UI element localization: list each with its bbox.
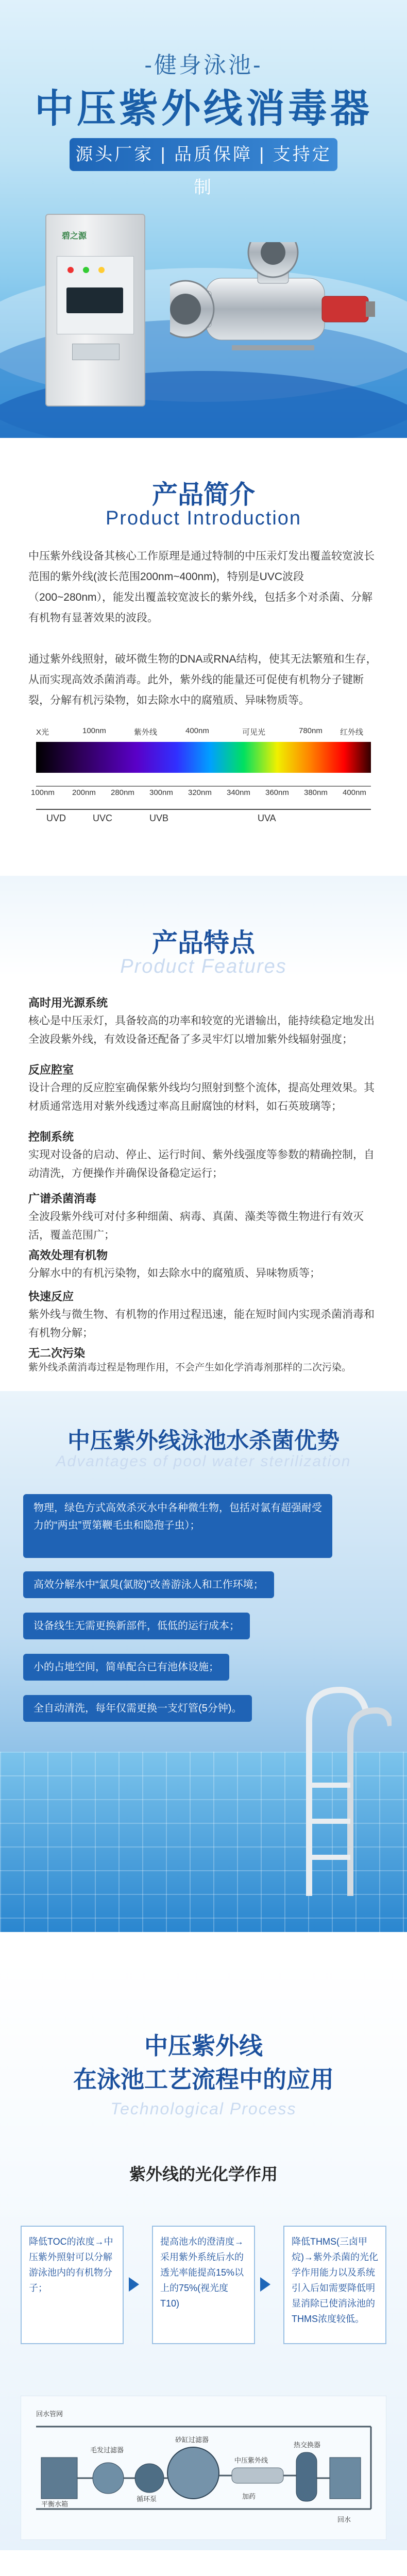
uv-band-label: UVA [258, 813, 276, 823]
uv-band-label: UVD [46, 813, 66, 823]
feature-text: 核心是中压汞灯，具备较高的功率和较宽的光谱输出，能持续稳定地发出全波段紫外线，有效设备还配备了多灵牢灯以增加紫外线辐射强度； [28, 1015, 375, 1045]
band-axis [36, 809, 371, 810]
hero-title: 中压紫外线消毒器 [35, 87, 372, 131]
process-title-line2: 在泳池工艺流程中的应用 [73, 2066, 334, 2093]
features-title-en: Product Features [120, 956, 287, 977]
advantage-item: 全自动清洗，每年仅需更换一支灯管(5分钟)。 [23, 1695, 252, 1722]
advantage-item: 物理，绿色方式高效杀灭水中各种微生物，包括对氯有超强耐受力的“两虫”贾第鞭毛虫和隐孢子虫）； [23, 1494, 332, 1558]
process-step: 降低THMS(三卤甲烷)→紫外杀菌的光化学作用能力以及系统引入后如需要降低明显消除已使消泳池的THMS浓度较低。 [283, 2226, 386, 2344]
indicator-light-icon [67, 267, 74, 273]
wavelength-tick: 100nm [31, 788, 55, 797]
advantages-title-en: Advantages of pool water sterilization [56, 1453, 351, 1470]
feature-text: 实现对设备的启动、停止、运行时间、紫外线强度等参数的精确控制，自动清洗，方便操作并确保设备稳定运行； [28, 1149, 375, 1179]
spectrum-axis [36, 786, 371, 787]
uv-spectrum-diagram [26, 721, 381, 845]
uv-band-label: UVC [93, 813, 113, 823]
pool-ladder-image [289, 1680, 392, 1896]
feature-text: 分解水中的有机污染物，如去除水中的腐殖质、异味物质等； [28, 1267, 320, 1279]
feature-text: 紫外线与微生物、有机物的作用过程迅速，能在短时间内实现杀菌消毒和有机物分解； [28, 1309, 375, 1339]
wavelength-tick: 360nm [265, 788, 289, 797]
hero-tagline: 源头厂家 | 品质保障 | 支持定制 [70, 138, 337, 171]
diagram-label: 循环泵 [137, 2495, 157, 2503]
feature-title: 高时用光源系统 [28, 996, 108, 1009]
intro-paragraph-2: 通过紫外线照射，破坏微生物的DNA或RNA结构，使其无法繁殖和生存，从而实现高效杀菌消毒。此外，紫外线的能量还可促使有机物分子键断裂，分解有机污染物，如去除水中的腐殖质、异味物质等。 [28, 653, 377, 706]
wavelength-tick: 280nm [111, 788, 134, 797]
wavelength-tick: 320nm [188, 788, 212, 797]
feature-title: 控制系统 [28, 1130, 74, 1143]
arrow-right-icon [260, 2277, 270, 2292]
wavelength-tick: 200nm [72, 788, 96, 797]
process-subtitle: 紫外线的光化学作用 [129, 2165, 278, 2183]
advantage-item: 高效分解水中“氯臭(氯胺)”改善游泳人和工作环境； [23, 1571, 274, 1598]
advantages-title: 中压紫外线泳池水杀菌优势 [67, 1428, 340, 1453]
wavelength-tick: 300nm [149, 788, 173, 797]
uv-reactor-image [170, 242, 376, 371]
spectrum-bar [36, 742, 371, 773]
hero-subtitle: -健身泳池- [144, 53, 263, 78]
diagram-label: 砂缸过滤器 [175, 2436, 209, 2444]
wavelength-tick: 340nm [227, 788, 250, 797]
arrow-right-icon [129, 2277, 139, 2292]
feature-title: 高效处理有机物 [28, 1249, 108, 1262]
cabinet-logo: 碧之源 [62, 232, 87, 241]
intro-title-en: Product Introduction [105, 507, 302, 529]
spectrum-label: 780nm [299, 726, 323, 735]
cabinet-plate [72, 344, 120, 360]
feature-title: 快速反应 [28, 1290, 74, 1303]
features-title: 产品特点 [152, 928, 255, 957]
spectrum-label: X光 [36, 728, 49, 737]
diagram-label: 毛发过滤器 [90, 2446, 124, 2454]
feature-text: 紫外线杀菌消毒过程是物理作用，不会产生如化学消毒剂那样的二次污染。 [28, 1362, 352, 1373]
spectrum-label: 100nm [82, 726, 106, 735]
indicator-light-icon [98, 267, 105, 273]
process-title-line1: 中压紫外线 [144, 2032, 263, 2059]
spectrum-label: 紫外线 [134, 728, 158, 737]
diagram-label: 平衡水箱 [41, 2500, 69, 2508]
cabinet-panel [57, 256, 134, 334]
advantage-item: 小的占地空间，简单配合已有池体设施； [23, 1654, 229, 1681]
intro-paragraph-1: 中压紫外线设备其核心工作原理是通过特制的中压汞灯发出覆盖较宽波长范围的紫外线(波长范围200nm~400nm)，特别是UVC波段（200~280nm），能发出覆盖较宽波长的紫外线，包括多个对杀菌、分解有机物有显著效果的波段。 [28, 550, 375, 624]
diagram-label: 热交换器 [294, 2441, 321, 2449]
process-step: 降低TOC的浓度→中压紫外照射可以分解游泳池内的有机物分子； [21, 2226, 124, 2344]
hero-banner [0, 0, 407, 438]
spectrum-label: 红外线 [340, 728, 364, 737]
process-flow-diagram [21, 2396, 386, 2540]
uv-band-label: UVB [149, 813, 169, 823]
feature-text: 全波段紫外线可对付多种细菌、病毒、真菌、藻类等微生物进行有效灭活，覆盖范围广； [28, 1211, 364, 1241]
wavelength-tick: 400nm [343, 788, 366, 797]
diagram-label: 回水管网 [36, 2410, 63, 2418]
advantage-item: 设备线生无需更换新部件，低低的运行成本； [23, 1613, 250, 1639]
diagram-label: 回水 [337, 2516, 351, 2523]
feature-title: 广谱杀菌消毒 [28, 1192, 97, 1205]
indicator-light-icon [83, 267, 89, 273]
process-step: 提高池水的澄清度→采用紫外系统后水的透光率能提高15%以上的75%(视光度T10) [152, 2226, 255, 2344]
intro-title: 产品简介 [152, 480, 255, 509]
wavelength-tick: 380nm [304, 788, 328, 797]
advantages-section [0, 1391, 407, 1932]
feature-title: 无二次污染 [28, 1347, 86, 1360]
control-cabinet-image [45, 214, 145, 406]
process-title-en: Technological Process [110, 2099, 297, 2118]
feature-text: 设计合理的反应腔室确保紫外线均匀照射到整个流体，提高处理效果。其材质通常选用对紫外线透过率高且耐腐蚀的材料，如石英玻璃等； [28, 1082, 375, 1112]
display-screen [66, 287, 123, 313]
spectrum-label: 可见光 [242, 728, 266, 737]
diagram-label: 加药 [242, 2493, 256, 2500]
feature-title: 反应腔室 [28, 1063, 74, 1076]
diagram-label: 中压紫外线 [234, 2456, 268, 2464]
spectrum-label: 400nm [185, 726, 209, 735]
